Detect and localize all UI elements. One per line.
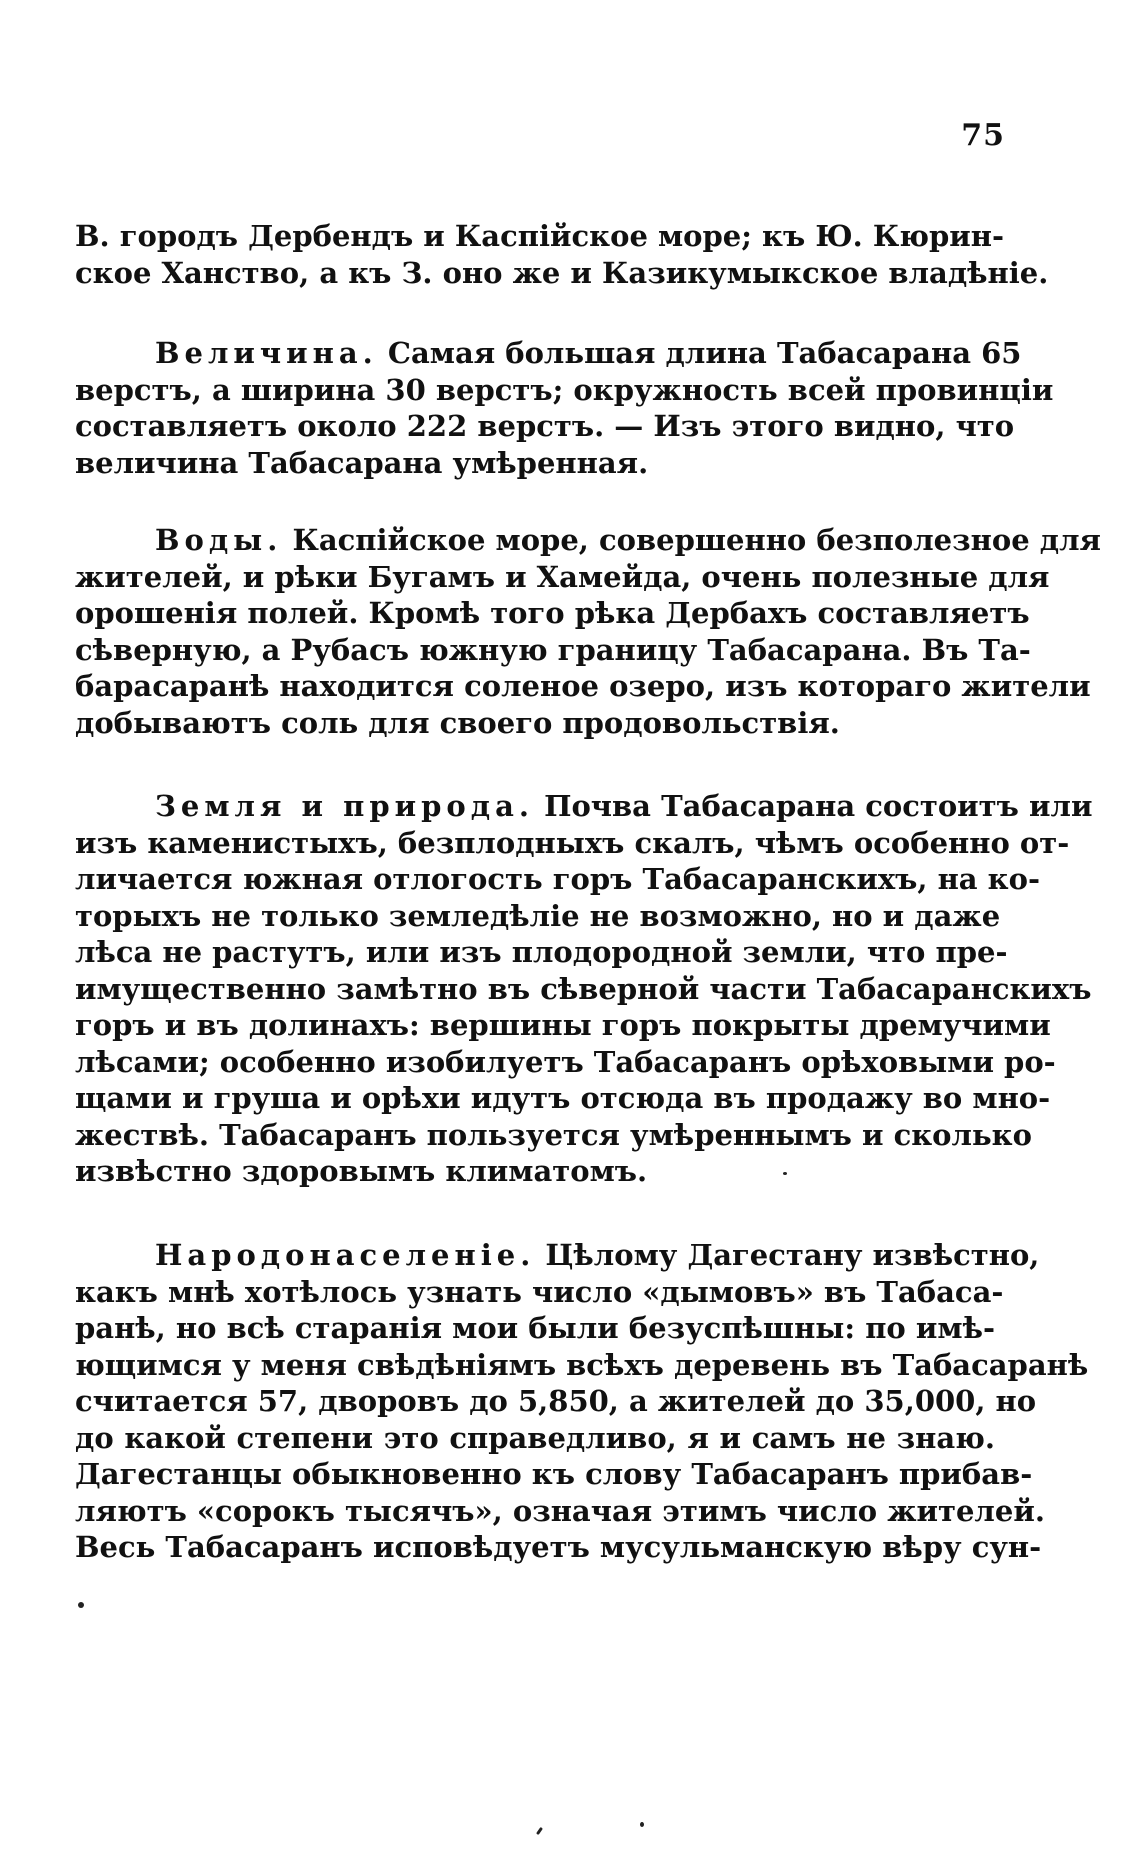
text-fragment: Почва Табасарана состоитъ или — [533, 789, 1093, 823]
text-line: жителей, и рѣки Бугамъ и Хамейда, очень полезные для — [75, 559, 1050, 594]
section-heading: Воды. — [155, 523, 283, 557]
paragraph-land-nature — [75, 788, 1093, 1190]
text-line: имущественно замѣтно въ сѣверной части Табасаранскихъ — [75, 971, 1092, 1006]
text-line: Дагестанцы обыкновенно къ слову Табасаранъ прибав- — [75, 1457, 1033, 1491]
text-line: ское Ханство, а къ З. оно же и Казикумыкское владѣніе. — [75, 255, 1049, 290]
text-line-first — [75, 788, 1093, 825]
paragraph-population — [75, 1237, 1089, 1566]
text-fragment: Каспійское море, совершенно безполезное для — [282, 523, 1101, 557]
text-line-first — [75, 1237, 1040, 1274]
text-line: жествѣ. Табасаранъ пользуется умѣреннымъ и сколько — [75, 1117, 1032, 1152]
paragraph-borders — [75, 218, 1049, 291]
text-line: ющимся у меня свѣдѣніямъ всѣхъ деревень въ Табасаранѣ — [75, 1347, 1089, 1382]
text-line: изъ каменистыхъ, безплодныхъ скалъ, чѣмъ особенно от- — [75, 825, 1070, 860]
scan-speck — [536, 1827, 543, 1835]
text-line: орошенія полей. Кромѣ того рѣка Дербахъ составляетъ — [75, 596, 1030, 630]
text-line: горъ и въ долинахъ: вершины горъ покрыты дремучими — [75, 1008, 1051, 1042]
text-line: какъ мнѣ хотѣлось узнать число «дымовъ» въ Табаса- — [75, 1274, 1004, 1309]
page-number: 75 — [961, 118, 1005, 153]
text-line-first — [75, 335, 1022, 372]
text-fragment: Самая большая длина Табасарана 65 — [377, 336, 1022, 370]
text-line: лѣсами; особенно изобилуетъ Табасаранъ орѣховыми ро- — [75, 1044, 1056, 1079]
text-line: сѣверную, а Рубасъ южную границу Табасарана. Въ Та- — [75, 632, 1031, 667]
paragraph-size — [75, 335, 1054, 481]
text-line: лѣса не растутъ, или изъ плодородной земли, что пре- — [75, 935, 1008, 969]
scan-speck — [640, 1822, 644, 1827]
text-line: барасаранѣ находится соленое озеро, изъ котораго жители — [75, 669, 1091, 703]
text-line: В. городъ Дербендъ и Каспійское море; къ Ю. Кюрин- — [75, 219, 1005, 253]
text-line: личается южная отлогость горъ Табасаранскихъ, на ко- — [75, 862, 1041, 896]
paragraph-waters — [75, 522, 1101, 741]
text-line: ранѣ, но всѣ старанія мои были безуспѣшны: по имѣ- — [75, 1311, 995, 1345]
text-line: ляютъ «сорокъ тысячъ», означая этимъ число жителей. — [75, 1493, 1045, 1528]
text-line: считается 57, дворовъ до 5,850, а жителей до 35,000, но — [75, 1384, 1037, 1418]
text-line: извѣстно здоровымъ климатомъ. — [75, 1154, 648, 1188]
text-line: составляетъ около 222 верстъ. — Изъ этого видно, что — [75, 409, 1015, 443]
text-line: величина Табасарана умѣренная. — [75, 445, 649, 480]
text-line: добываютъ соль для своего продовольствія. — [75, 705, 840, 740]
text-line: Весь Табасаранъ исповѣдуетъ мусульманскую вѣру сун- — [75, 1530, 1042, 1564]
text-line: верстъ, а ширина 30 верстъ; окружность всей провинціи — [75, 372, 1054, 407]
section-heading: Народонаселеніе. — [155, 1238, 536, 1272]
text-line: торыхъ не только земледѣліе не возможно, но и даже — [75, 898, 1001, 933]
scan-speck — [78, 1602, 84, 1608]
section-heading: Величина. — [155, 336, 378, 370]
text-line-first — [75, 522, 1101, 559]
scan-speck — [783, 1172, 787, 1175]
section-heading: Земля и природа. — [155, 789, 534, 823]
text-line: щами и груша и орѣхи идутъ отсюда въ продажу во мно- — [75, 1081, 1051, 1115]
text-fragment: Цѣлому Дагестану извѣстно, — [535, 1238, 1040, 1272]
text-line: до какой степени это справедливо, я и самъ не знаю. — [75, 1420, 995, 1455]
